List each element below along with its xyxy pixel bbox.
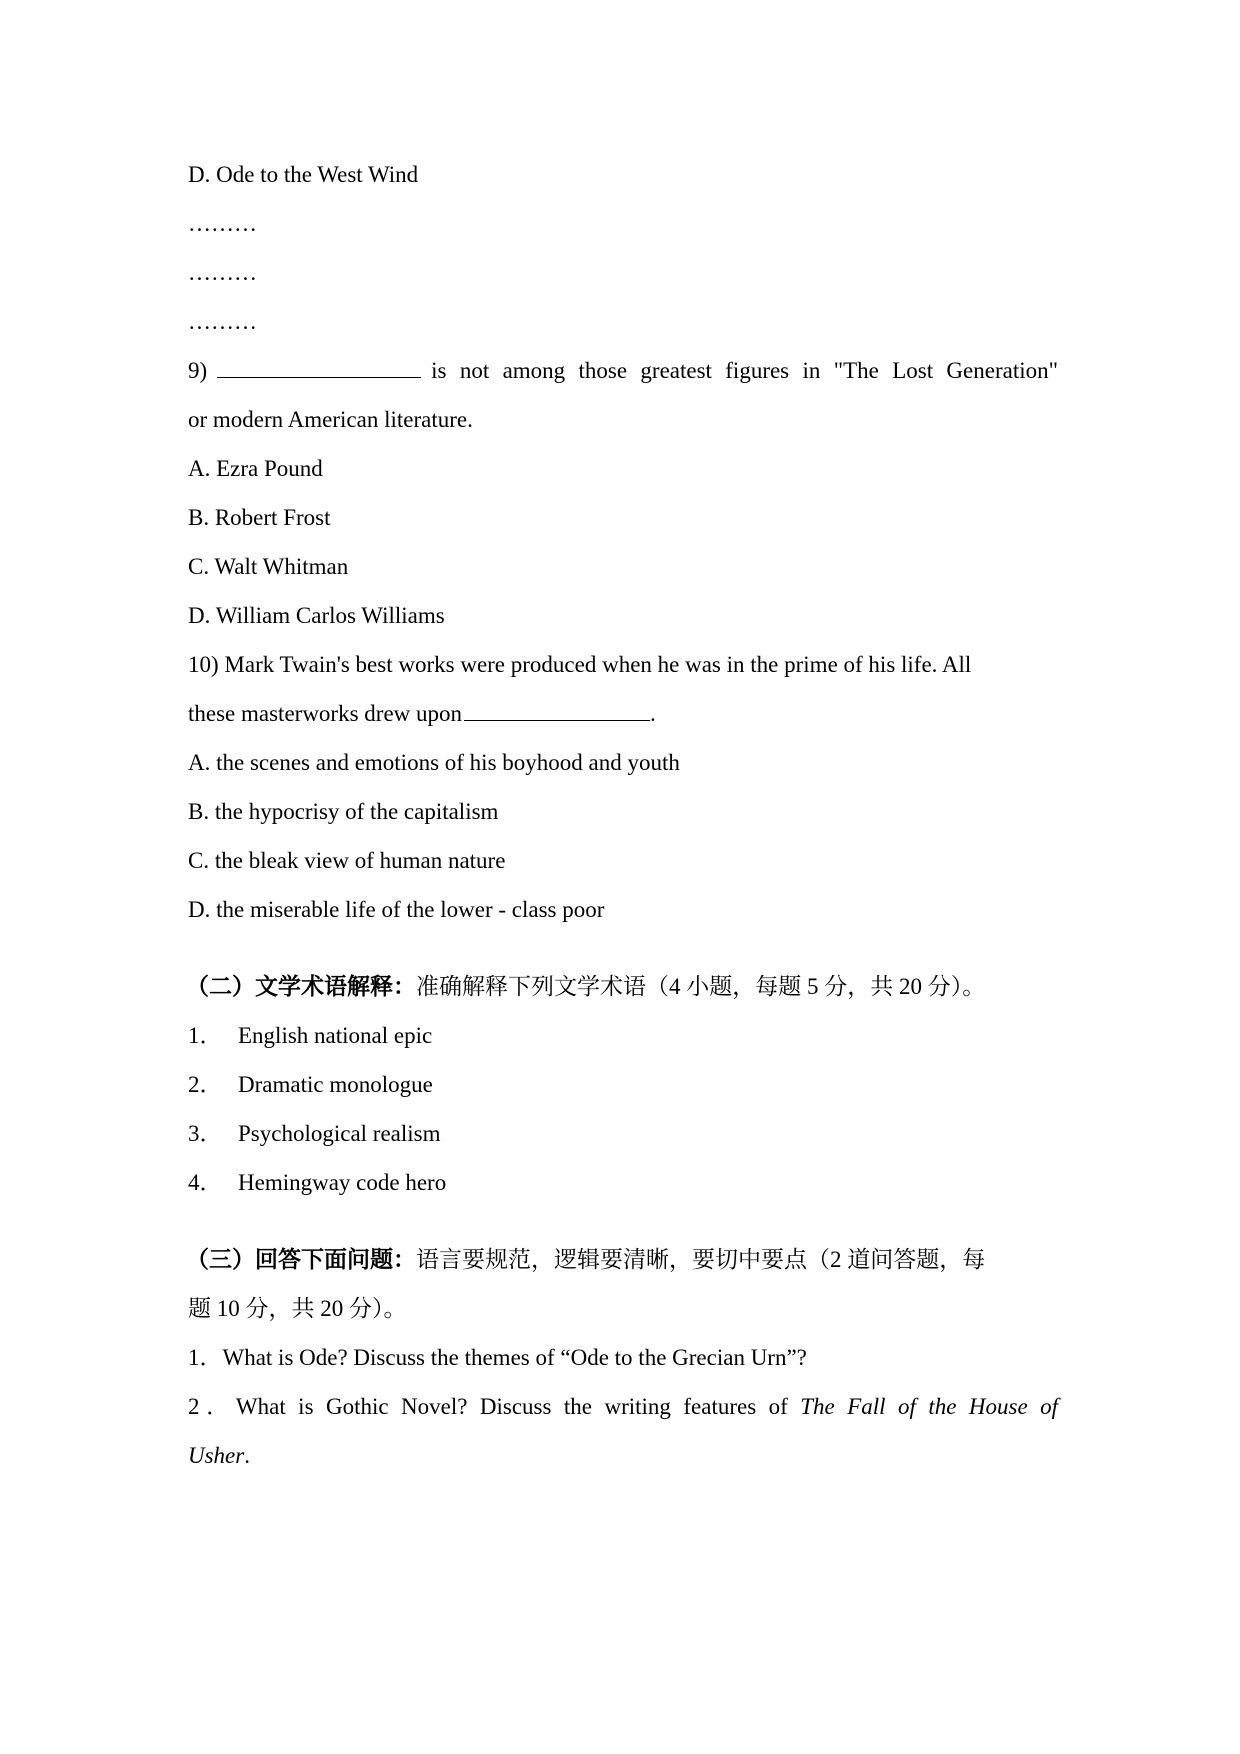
term-number: 2． — [188, 1072, 223, 1097]
essay-question-2-line2 — [188, 1431, 1058, 1480]
q9-stem-line1 — [188, 346, 1058, 395]
q10-stem-line1: 10) Mark Twain's best works were produced when he was in the prime of his life. All — [188, 652, 972, 677]
work-title-part2: Usher — [188, 1443, 245, 1468]
q9-answer-blank — [217, 357, 421, 378]
q10-option-c: C. the bleak view of human nature — [188, 848, 506, 873]
term-text: English national epic — [238, 1023, 433, 1048]
section3-heading-line2: 题 10 分，共 20 分）。 — [188, 1296, 407, 1321]
work-title-part1: The Fall of the House of — [800, 1394, 1058, 1419]
q9-option-b: B. Robert Frost — [188, 505, 331, 530]
q10-stem-end: . — [650, 701, 656, 726]
essay-question-2-text: 2．What is Gothic Novel? Discuss the writing features of — [188, 1394, 801, 1419]
section2-heading-bold: （二）文学术语解释： — [186, 974, 416, 999]
term-item — [188, 1109, 1058, 1158]
q9-stem-line2: or modern American literature. — [188, 407, 473, 432]
q10-stem-text: these masterworks drew upon — [188, 701, 463, 726]
term-item — [188, 1060, 1058, 1109]
ellipsis-line: ……… — [188, 211, 257, 236]
q10-option-a: A. the scenes and emotions of his boyhood and youth — [188, 750, 680, 775]
term-text: Psychological realism — [238, 1121, 441, 1146]
q9-number: 9) — [188, 358, 208, 383]
page-content — [188, 150, 1058, 1480]
ellipsis-line: ……… — [188, 309, 257, 334]
q9-option-a: A. Ezra Pound — [188, 456, 323, 481]
term-number: 1． — [188, 1023, 223, 1048]
section2-heading — [186, 962, 1058, 1011]
section3-heading — [186, 1235, 1058, 1284]
q10-option-d: D. the miserable life of the lower - class poor — [188, 897, 605, 922]
ellipsis-line: ……… — [188, 260, 257, 285]
section-spacer — [188, 1207, 1058, 1235]
term-item — [188, 1011, 1058, 1060]
q10-option-b: B. the hypocrisy of the capitalism — [188, 799, 499, 824]
section3-heading-bold: （三）回答下面问题： — [186, 1247, 416, 1272]
term-text: Dramatic monologue — [238, 1072, 433, 1097]
term-number: 3． — [188, 1121, 223, 1146]
q8-option-d: D. Ode to the West Wind — [188, 162, 419, 187]
q10-stem-line2 — [188, 689, 1058, 738]
term-item — [188, 1158, 1058, 1207]
term-number: 4． — [188, 1170, 223, 1195]
essay-question-2-line1 — [188, 1382, 1058, 1431]
q9-option-c: C. Walt Whitman — [188, 554, 349, 579]
q9-stem-text: is not among those greatest figures in "The Lost Generation" — [431, 358, 1058, 383]
section-spacer — [188, 934, 1058, 962]
section2-heading-text: 准确解释下列文学术语（4 小题，每题 5 分，共 20 分）。 — [416, 974, 986, 999]
q10-answer-blank — [464, 700, 650, 721]
essay-question-2-end: . — [244, 1443, 250, 1468]
q9-option-d: D. William Carlos Williams — [188, 603, 445, 628]
term-text: Hemingway code hero — [238, 1170, 447, 1195]
essay-question-1: 1．What is Ode? Discuss the themes of “Ode to the Grecian Urn”? — [188, 1345, 807, 1370]
section3-heading-text: 语言要规范，逻辑要清晰，要切中要点（2 道问答题，每 — [416, 1247, 986, 1272]
